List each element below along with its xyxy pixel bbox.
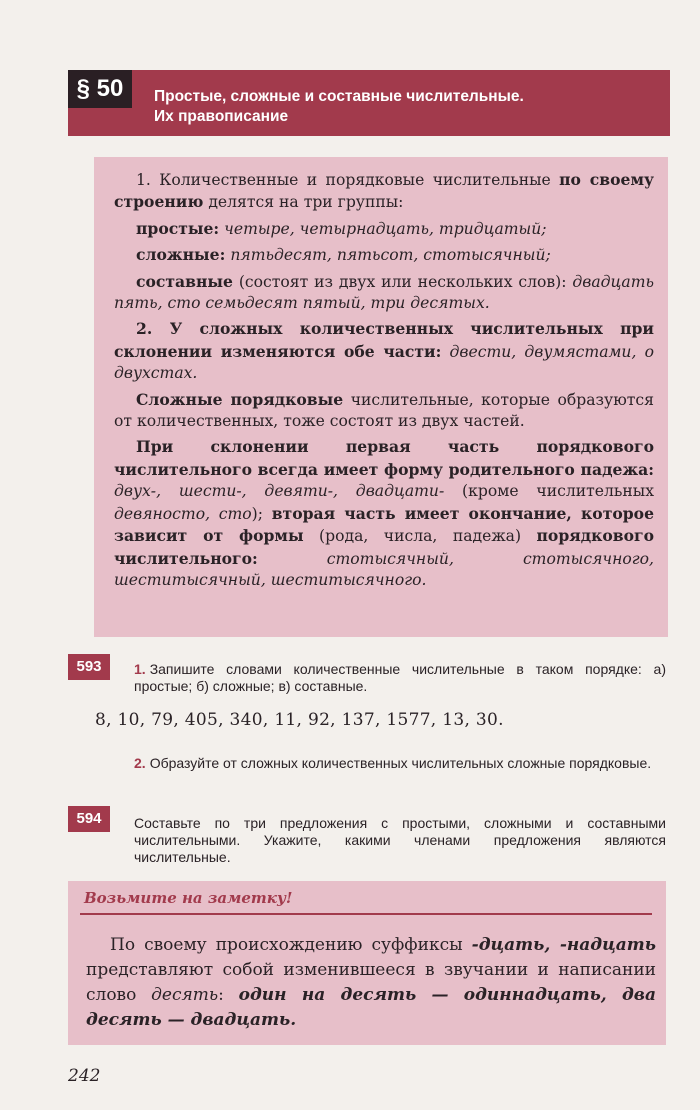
note-suffixes: -дцать, -надцать <box>471 935 656 955</box>
rule-p1-bold: по своему строению <box>114 170 654 212</box>
task-2-number: 2. <box>134 755 146 771</box>
rule-simple <box>114 218 654 240</box>
compound-note: (состоят из двух или нескольких слов): <box>232 272 567 291</box>
exercise-593-numbers: 8, 10, 79, 405, 340, 11, 92, 137, 1577, 13, 30. <box>95 710 504 730</box>
rule-paragraph-2 <box>114 318 654 384</box>
note-t1: По своему происхождению суффиксы <box>110 935 472 955</box>
task-2-text: Образуйте от сложных количественных числительных сложные порядковые. <box>149 755 652 771</box>
rule-p4-except: (кроме числительных <box>444 482 654 501</box>
rule-p4-examples: стотысячный, стотысячного, шеститысячный, шеститысячного. <box>114 549 654 589</box>
title-line-2: Их правописание <box>154 108 289 125</box>
note-colon: : <box>218 985 239 1005</box>
exercise-593-task-1 <box>134 661 666 695</box>
rule-p3-text: числительные, которые образуются от количественных, тоже состоят из двух частей. <box>114 390 654 431</box>
note-box <box>68 881 666 1045</box>
rule-p1-text: 1. Количественные и порядковые числительные <box>136 171 560 189</box>
note-t3: представляют собой изменившееся в звучании и написании слово <box>86 960 656 1005</box>
rule-paragraph-1 <box>114 169 654 214</box>
rule-p1-end: делятся на три группы: <box>203 193 404 212</box>
rule-p4-bold: При склонении первая часть порядкового числительного всегда имеет форму родительного падежа: <box>114 437 654 479</box>
complex-label: сложные: <box>136 245 226 265</box>
rule-p4-ordinal: порядкового числительного: <box>114 526 654 568</box>
compound-examples: двадцать пять, сто семьдесят пятый, три десятых. <box>114 272 654 313</box>
exercise-594-text: Составьте по три предложения с простыми, сложными и составными числительными. Укажите, какими членами предложения являются числительные. <box>134 815 666 865</box>
note-title: Возьмите на заметку! <box>84 889 293 907</box>
rule-p2-bold: 2. У сложных количественных числительных при склонении изменяются обе части: <box>114 319 654 361</box>
exercise-594-badge: 594 <box>68 806 110 832</box>
title-line-1: Простые, сложные и составные числительные. <box>154 88 524 105</box>
exercise-593-task-2 <box>134 755 666 772</box>
rule-p2-examples: двести, двумястами, о двухстах. <box>114 342 654 383</box>
note-divider <box>80 913 652 915</box>
task-1-text: Запишите словами количественные числительные в таком порядке: а) простые; б) сложные; в) составные. <box>134 661 666 694</box>
simple-examples: четыре, четырнадцать, тридцатый; <box>219 219 547 238</box>
note-examples: один на десять — одиннадцать, два десять — двадцать. <box>86 985 656 1030</box>
section-number: § 50 <box>68 70 132 108</box>
note-word: десять <box>151 985 219 1005</box>
rule-p4-except-words: девяносто, сто <box>114 504 252 523</box>
rule-p4-prefixes: двух-, шести-, девяти-, двадцати- <box>114 482 445 501</box>
task-1-number: 1. <box>134 661 146 677</box>
rule-box <box>94 157 668 637</box>
section-title <box>154 87 654 127</box>
rule-p4-sep: ); <box>251 504 272 523</box>
rule-p4-second-part: вторая часть имеет окончание, которое зависит от формы <box>114 503 654 546</box>
rule-complex <box>114 244 654 266</box>
rule-text <box>114 169 654 595</box>
exercise-593-badge: 593 <box>68 654 110 680</box>
rule-p4-forms: (рода, числа, падежа) <box>303 527 537 546</box>
simple-label: простые: <box>136 218 220 238</box>
page-number: 242 <box>68 1066 101 1086</box>
note-text <box>86 933 656 1033</box>
section-header <box>68 70 670 136</box>
compound-label: составные <box>136 271 233 291</box>
rule-paragraph-4 <box>114 436 654 591</box>
rule-compound <box>114 271 654 315</box>
rule-p3-bold: Сложные порядковые <box>136 389 344 409</box>
rule-paragraph-3 <box>114 389 654 433</box>
complex-examples: пятьдесят, пятьсот, стотысячный; <box>225 246 551 265</box>
